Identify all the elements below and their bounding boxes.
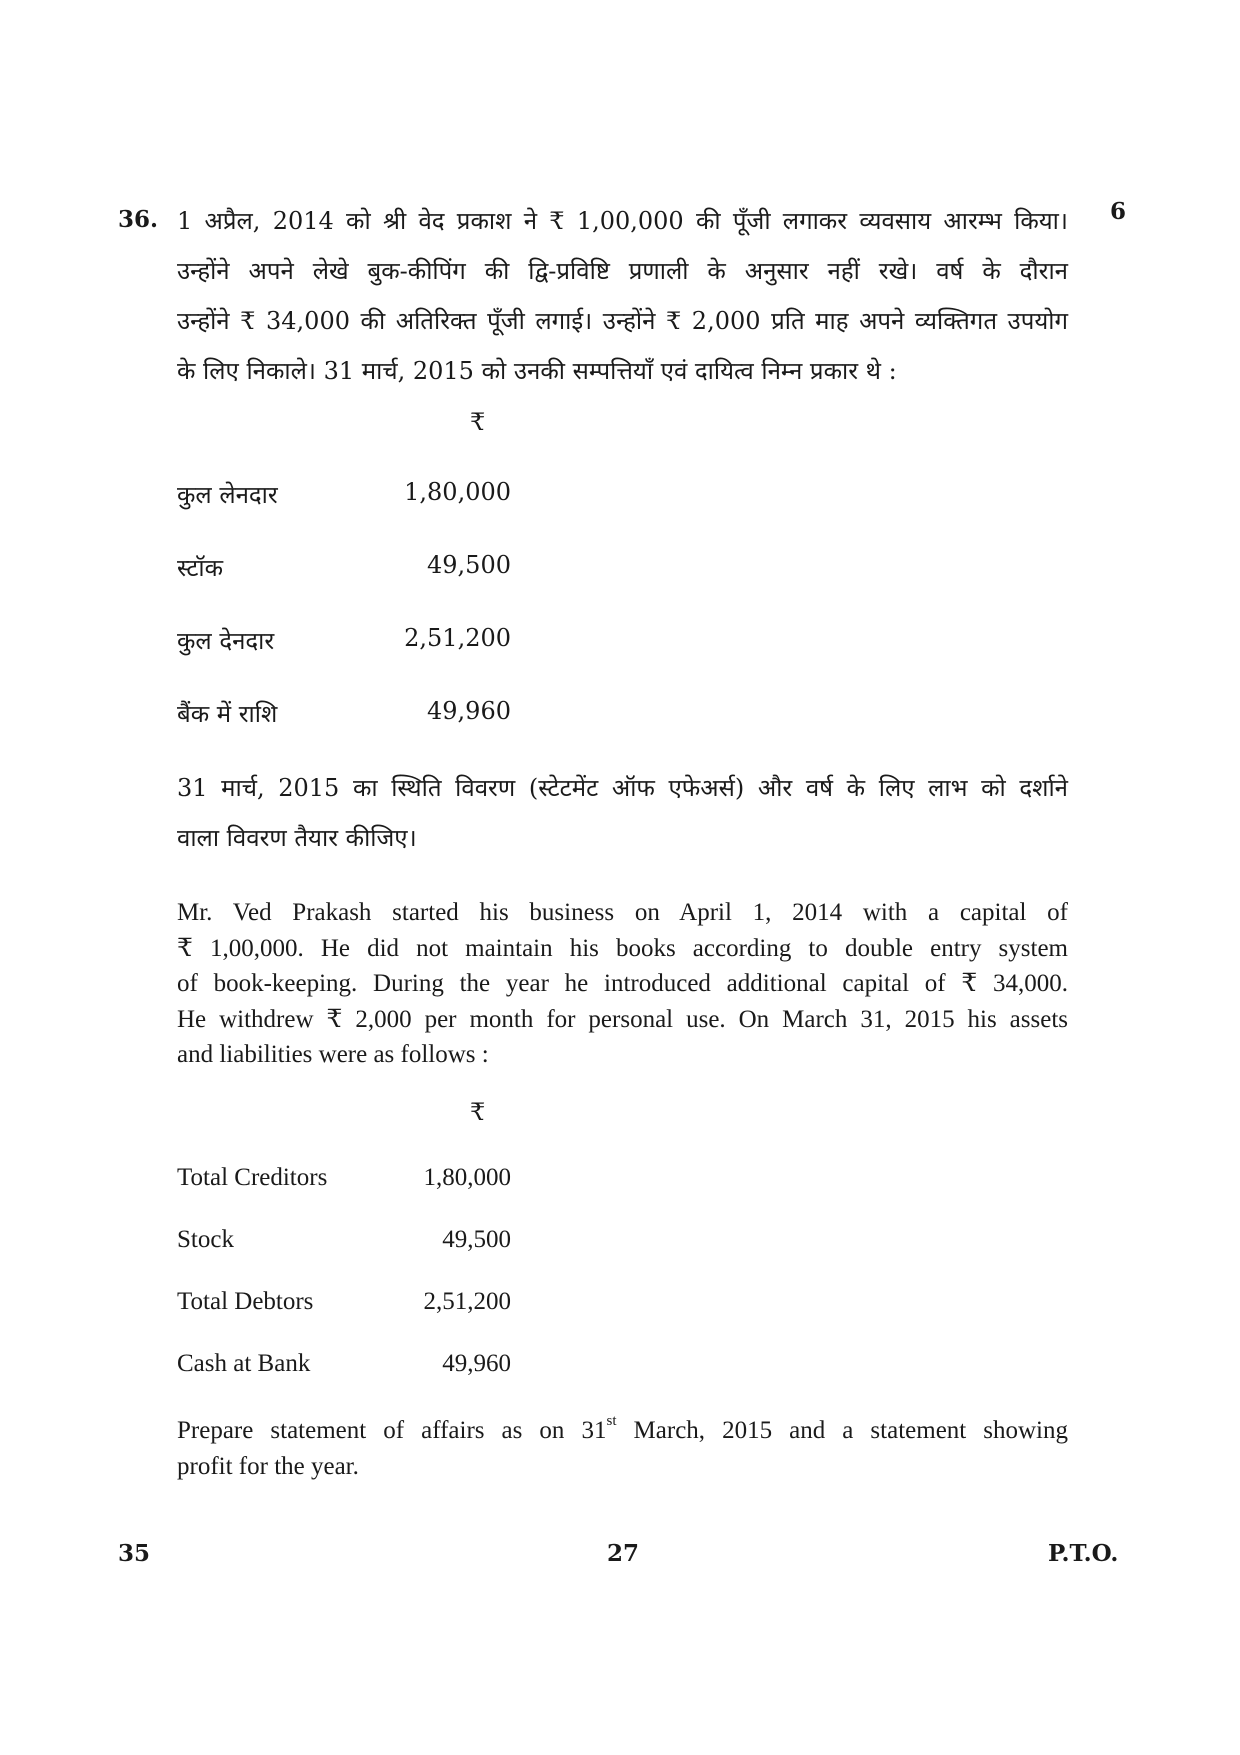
ordinal-suffix: st	[606, 1412, 617, 1429]
paper-code: 35	[118, 1540, 151, 1567]
english-intro-paragraph	[177, 895, 1068, 1073]
item-label: Total Debtors	[177, 1288, 314, 1315]
item-label: Cash at Bank	[177, 1350, 311, 1377]
english-instruction-line: profit for the year.	[177, 1452, 359, 1480]
english-intro-line: of book-keeping. During the year he introduced additional capital of ₹ 34,000.	[177, 970, 1068, 997]
question-number: 36.	[118, 206, 159, 233]
hindi-intro-line: उन्होंने अपने लेखे बुक-कीपिंग की द्वि-प्रविष्टि प्रणाली के अनुसार नहीं रखे। वर्ष के दौरान	[177, 257, 1068, 285]
hindi-instruction-line: 31 मार्च, 2015 का स्थिति विवरण (स्टेटमेंट ऑफ एफेअर्स) और वर्ष के लिए लाभ को दर्शाने	[177, 774, 1068, 802]
item-amount: 49,500	[442, 1226, 511, 1253]
list-item	[177, 1288, 517, 1328]
list-item	[177, 1226, 517, 1266]
page-number: 27	[607, 1540, 640, 1567]
english-intro-line: He withdrew ₹ 2,000 per month for personal use. On March 31, 2015 his assets	[177, 1005, 1068, 1033]
item-amount: 49,500	[427, 551, 511, 579]
item-amount: 49,960	[427, 697, 511, 725]
item-amount: 2,51,200	[423, 1288, 511, 1315]
list-item	[177, 551, 517, 591]
english-intro-line: ₹ 1,00,000. He did not maintain his books according to double entry system	[177, 934, 1068, 962]
hindi-instruction-paragraph	[177, 763, 1068, 863]
instruction-text: March, 2015 and a statement showing	[616, 1417, 1069, 1444]
item-amount: 2,51,200	[404, 624, 511, 652]
hindi-instruction-line: वाला विवरण तैयार कीजिए।	[177, 824, 417, 852]
english-currency-heading: ₹	[470, 1098, 486, 1126]
item-label: कुल देनदार	[177, 627, 275, 655]
english-intro-line: Mr. Ved Prakash started his business on April 1, 2014 with a capital of	[177, 899, 1068, 926]
item-label: कुल लेनदार	[177, 481, 278, 509]
item-label: Total Creditors	[177, 1164, 328, 1191]
question-marks: 6	[1110, 198, 1127, 225]
hindi-intro-paragraph	[177, 196, 1068, 396]
instruction-text: Prepare statement of affairs as on 31	[177, 1417, 607, 1444]
item-amount: 1,80,000	[404, 478, 511, 506]
hindi-intro-line: उन्होंने ₹ 34,000 की अतिरिक्त पूँजी लगाई। उन्होंने ₹ 2,000 प्रति माह अपने व्यक्तिगत उपयोग	[177, 307, 1068, 335]
list-item	[177, 1164, 517, 1204]
item-label: Stock	[177, 1226, 234, 1253]
item-label: बैंक में राशि	[177, 700, 278, 728]
hindi-intro-line: के लिए निकाले। 31 मार्च, 2015 को उनकी सम्पत्तियाँ एवं दायित्व निम्न प्रकार थे :	[177, 357, 897, 385]
list-item	[177, 697, 517, 737]
list-item	[177, 478, 517, 518]
english-instruction-line	[177, 1413, 1068, 1449]
hindi-currency-heading: ₹	[470, 408, 486, 436]
english-intro-line: and liabilities were as follows :	[177, 1041, 489, 1068]
list-item	[177, 1350, 517, 1390]
list-item	[177, 624, 517, 664]
item-label: स्टॉक	[177, 554, 224, 582]
item-amount: 1,80,000	[423, 1164, 511, 1191]
hindi-intro-line: 1 अप्रैल, 2014 को श्री वेद प्रकाश ने ₹ 1,00,000 की पूँजी लगाकर व्यवसाय आरम्भ किया।	[177, 207, 1068, 235]
english-instruction-paragraph	[177, 1413, 1068, 1484]
pto-label: P.T.O.	[1048, 1540, 1119, 1567]
item-amount: 49,960	[442, 1350, 511, 1377]
